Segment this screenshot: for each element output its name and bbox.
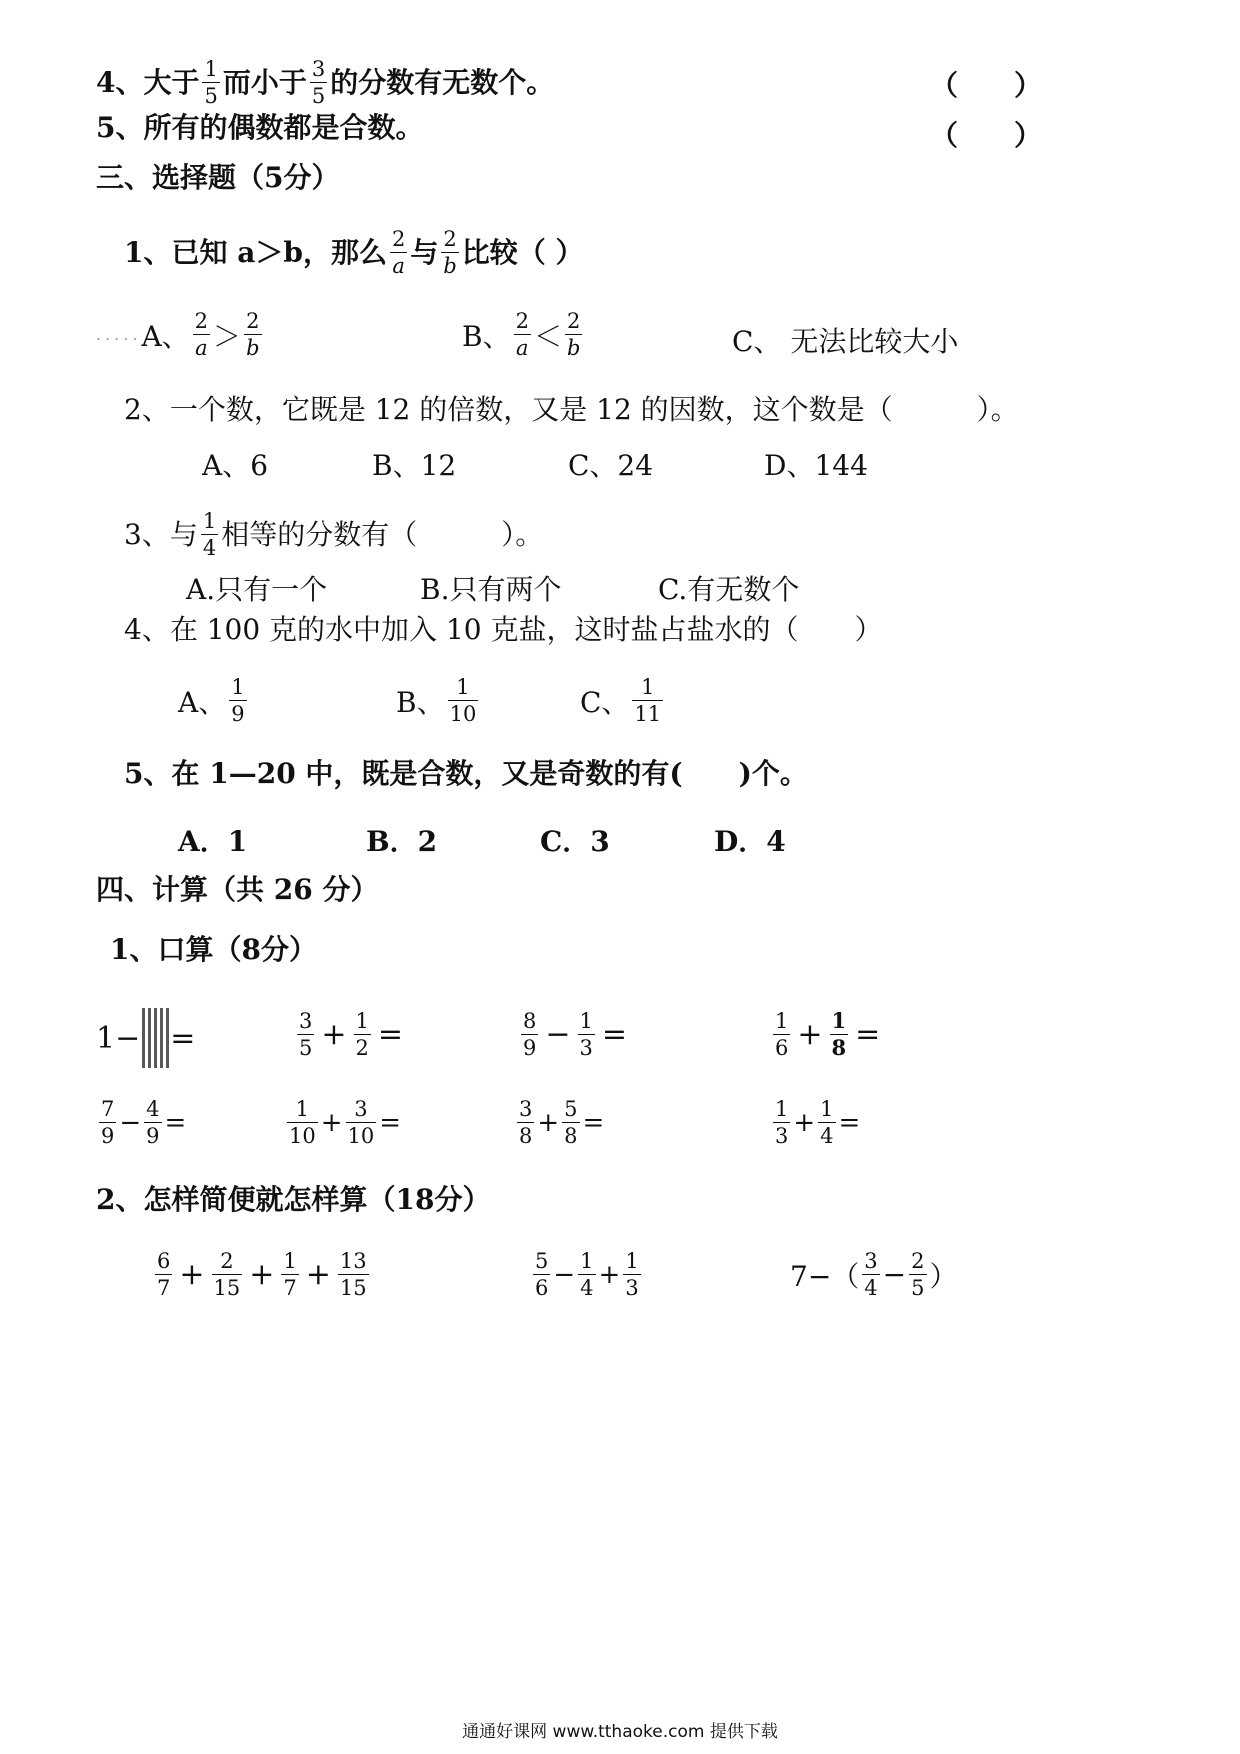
choice-q4: 4、在 100 克的水中加入 10 克盐，这时盐占盐水的（ ） [124, 613, 883, 646]
option-a[interactable]: A．1 [178, 825, 248, 858]
option-d[interactable]: D、144 [764, 449, 868, 482]
fraction: $\frac{2}{a}$ [515, 309, 529, 361]
option-c[interactable]: C.有无数个 [658, 573, 800, 606]
answer-blank[interactable]: （ ） [930, 119, 1043, 152]
answer-blank[interactable]: （ ） [930, 69, 1043, 102]
fraction: $\frac{2}{b}$ [566, 309, 581, 361]
fraction: $\frac{1}{11}$ [634, 675, 662, 727]
fraction: $\frac{2}{b}$ [443, 227, 457, 279]
oral-2: $\frac{3}{5}$ + $\frac{1}{2}$ = [299, 1009, 404, 1061]
illegible-fraction [142, 1008, 170, 1068]
oral-5: $\frac{7}{9}$ − $\frac{4}{9}$ = [101, 1097, 187, 1149]
option-c[interactable]: C、 $\frac{1}{11}$ [580, 675, 662, 727]
fraction: $\frac{1}{10}$ [449, 675, 477, 727]
option-b[interactable]: B．2 [366, 825, 438, 858]
fraction: $\frac{1}{4}$ [202, 509, 217, 561]
option-b[interactable]: B、12 [372, 449, 457, 482]
subsection-title: 1、口算（8分） [110, 933, 317, 966]
option-d[interactable]: D．4 [714, 825, 786, 858]
option-b[interactable]: B、 $\frac{2}{a}$ ＜ $\frac{2}{b}$ [462, 309, 581, 361]
oral-8: $\frac{1}{3}$ + $\frac{1}{4}$ = [775, 1097, 861, 1149]
option-b[interactable]: B、 $\frac{1}{10}$ [396, 675, 477, 727]
choice-q3: 3、与 $\frac{1}{4}$ 相等的分数有（ ）。 [124, 509, 544, 561]
option-b[interactable]: B.只有两个 [420, 573, 562, 606]
choice-q1: 1、已知 a＞b，那么 $\frac{2}{a}$ 与 $\frac{2}{b}$ 比较（ ） [124, 227, 584, 279]
option-a[interactable]: A、6 [202, 449, 269, 482]
option-c[interactable]: C、24 [568, 449, 654, 482]
fraction: $\frac{1}{5}$ [204, 57, 218, 109]
fraction: $\frac{1}{9}$ [231, 675, 245, 727]
fraction: $\frac{3}{5}$ [311, 57, 326, 109]
choice-q5: 5、在 1—20 中，既是合数，又是奇数的有( )个。 [124, 757, 808, 790]
oral-3: $\frac{8}{9}$ − $\frac{1}{3}$ = [523, 1009, 628, 1061]
subsection-title: 2、怎样简便就怎样算（18分） [96, 1183, 491, 1216]
option-a[interactable]: A.只有一个 [186, 573, 328, 606]
footer: 通通好课网 www.tthaoke.com 提供下载 [462, 1722, 778, 1742]
oral-4: $\frac{1}{6}$ + $\frac{1}{8}$ = [775, 1008, 881, 1061]
option-c[interactable]: C．3 [540, 825, 610, 858]
oral-1: 1− = [96, 1008, 195, 1068]
choice-q2: 2、一个数，它既是 12 的倍数，又是 12 的因数，这个数是（ ）。 [124, 393, 1019, 426]
fraction: $\frac{2}{b}$ [246, 309, 260, 361]
judge-q4: 4、大于 $\frac{1}{5}$ 而小于 $\frac{3}{5}$ 的分数有无数个。 [96, 57, 555, 109]
section-title: 三、选择题（5分） [96, 161, 340, 194]
fraction: $\frac{2}{a}$ [194, 309, 209, 361]
judge-q5: 5、所有的偶数都是合数。 [96, 111, 424, 144]
option-a[interactable]: ..... A、 $\frac{2}{a}$ ＞ $\frac{2}{b}$ [96, 309, 260, 361]
option-a[interactable]: A、 $\frac{1}{9}$ [178, 675, 245, 727]
section-title: 四、计算（共 26 分） [96, 873, 379, 906]
fraction: $\frac{2}{a}$ [391, 227, 406, 279]
oral-7: $\frac{3}{8}$ + $\frac{5}{8}$ = [519, 1097, 605, 1149]
simplify-1: $\frac{6}{7}$ + $\frac{2}{15}$ + $\frac{1}{7}$ + $\frac{13}{15}$ [157, 1249, 367, 1301]
simplify-2: $\frac{5}{6}$ − $\frac{1}{4}$ + $\frac{1}{3}$ [535, 1249, 639, 1301]
option-c[interactable]: C、 无法比较大小 [732, 325, 959, 358]
simplify-3: 7−（ $\frac{3}{4}$ − $\frac{2}{5}$ ） [790, 1249, 958, 1301]
oral-6: $\frac{1}{10}$ + $\frac{3}{10}$ = [289, 1097, 402, 1149]
